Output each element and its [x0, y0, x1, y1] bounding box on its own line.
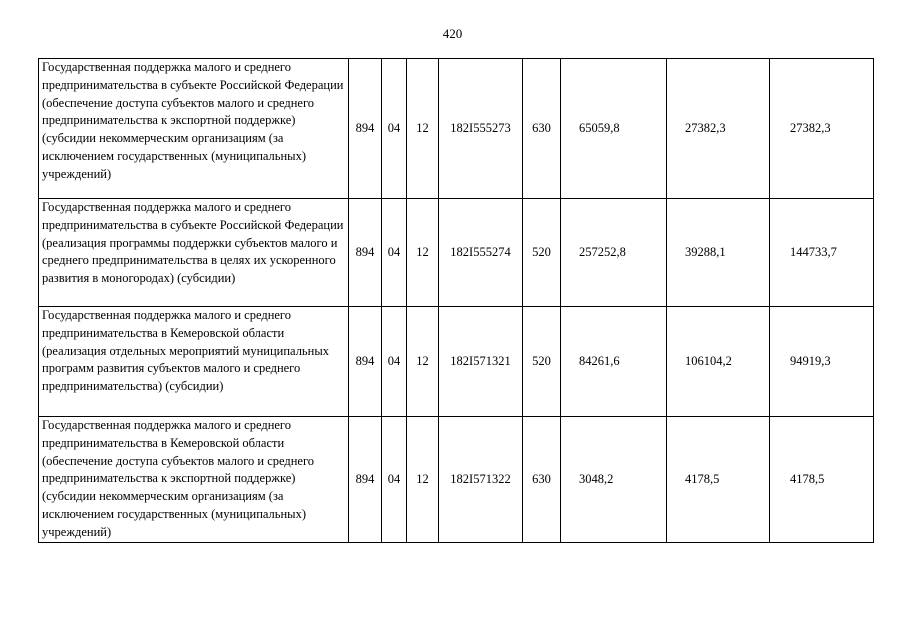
target-article-cell: 182I571321	[439, 307, 523, 417]
amount-2-cell: 106104,2	[667, 307, 770, 417]
description-cell: Государственная поддержка малого и среднего предпринимательства в субъекте Российской Федерации (реализация программы поддержки субъектов малого и среднего предпринимательства в целях их ускоренного развития в моногородах) (субсидии)	[39, 199, 349, 307]
section-code-cell: 04	[382, 307, 407, 417]
table-row	[39, 307, 874, 417]
description-cell: Государственная поддержка малого и среднего предпринимательства в Кемеровской области (реализация отдельных мероприятий муниципальных программ развития субъектов малого и среднего предпринимательства) (субсидии)	[39, 307, 349, 417]
expense-type-cell: 630	[523, 59, 561, 199]
page-number: 420	[442, 26, 463, 41]
amount-1-cell: 257252,8	[561, 199, 667, 307]
description-cell: Государственная поддержка малого и среднего предпринимательства в Кемеровской области (обеспечение доступа субъектов малого и среднего предпринимательства к экспортной поддержке) (субсидии некоммерческим организациям (за исключением государственных (муниципальных) учреждений)	[39, 417, 349, 543]
section-code-cell: 04	[382, 59, 407, 199]
subsection-code-cell: 12	[407, 307, 439, 417]
amount-2-cell: 27382,3	[667, 59, 770, 199]
subsection-code-cell: 12	[407, 199, 439, 307]
ministry-code-cell: 894	[349, 199, 382, 307]
ministry-code-cell: 894	[349, 307, 382, 417]
subsection-code-cell: 12	[407, 59, 439, 199]
amount-1-cell: 3048,2	[561, 417, 667, 543]
ministry-code-cell: 894	[349, 59, 382, 199]
section-code-cell: 04	[382, 417, 407, 543]
amount-3-cell: 144733,7	[770, 199, 874, 307]
table-row	[39, 417, 874, 543]
description-cell: Государственная поддержка малого и среднего предпринимательства в субъекте Российской Федерации (обеспечение доступа субъектов малого и среднего предпринимательства к экспортной поддержке) (субсидии некоммерческим организациям (за исключением государственных (муниципальных) учреждений)	[39, 59, 349, 199]
target-article-cell: 182I555273	[439, 59, 523, 199]
subsection-code-cell: 12	[407, 417, 439, 543]
expense-type-cell: 520	[523, 307, 561, 417]
amount-1-cell: 84261,6	[561, 307, 667, 417]
section-code-cell: 04	[382, 199, 407, 307]
amount-1-cell: 65059,8	[561, 59, 667, 199]
amount-3-cell: 27382,3	[770, 59, 874, 199]
amount-2-cell: 4178,5	[667, 417, 770, 543]
expense-type-cell: 520	[523, 199, 561, 307]
table-row	[39, 199, 874, 307]
expense-type-cell: 630	[523, 417, 561, 543]
amount-3-cell: 4178,5	[770, 417, 874, 543]
target-article-cell: 182I571322	[439, 417, 523, 543]
table-row	[39, 59, 874, 199]
amount-2-cell: 39288,1	[667, 199, 770, 307]
budget-table	[38, 58, 874, 543]
ministry-code-cell: 894	[349, 417, 382, 543]
amount-3-cell: 94919,3	[770, 307, 874, 417]
target-article-cell: 182I555274	[439, 199, 523, 307]
